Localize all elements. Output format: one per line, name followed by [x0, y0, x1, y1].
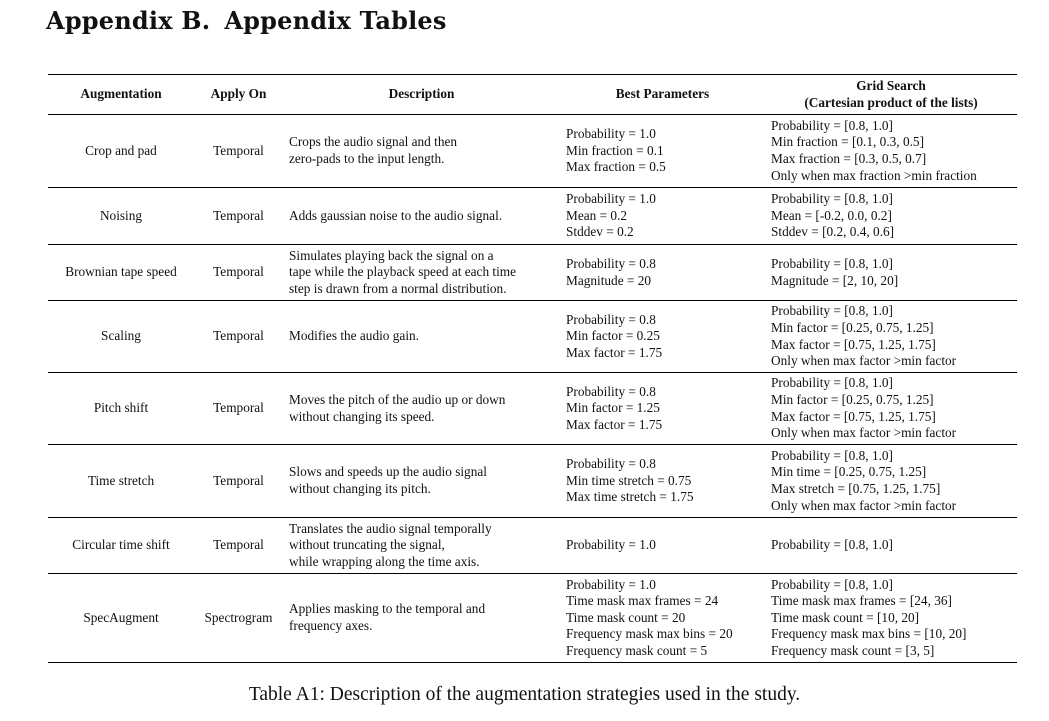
- table-caption: Table A1: Description of the augmentation strategies used in the study.: [248, 684, 801, 705]
- grid-search-line: Min factor = [0.25, 0.75, 1.25]: [771, 319, 934, 335]
- cell-grid-search: [765, 188, 1017, 245]
- grid-search-line: Max factor = [0.75, 1.25, 1.75]: [771, 408, 936, 424]
- description-line: without changing its speed.: [289, 408, 435, 424]
- best-parameter-line: Max fraction = 0.5: [566, 159, 666, 175]
- cell-augmentation: SpecAugment: [83, 609, 159, 625]
- cell-grid-search: [765, 373, 1017, 445]
- cell-best-parameters: [560, 301, 765, 373]
- grid-search-line: Max stretch = [0.75, 1.25, 1.75]: [771, 481, 941, 496]
- grid-search-line: Probability = [0.8, 1.0]: [771, 576, 893, 592]
- cell-augmentation: Pitch shift: [93, 400, 149, 416]
- description-line: Translates the audio signal temporally: [289, 520, 492, 536]
- description-line: frequency axes.: [289, 618, 373, 633]
- cell-grid-search: [765, 574, 1017, 663]
- grid-search-line: Time mask count = [10, 20]: [771, 609, 920, 625]
- cell-apply-on: Temporal: [213, 207, 264, 223]
- best-parameter-line: Time mask max frames = 24: [566, 593, 719, 609]
- cell-augmentation: Time stretch: [87, 472, 155, 488]
- best-parameter-line: Magnitude = 20: [566, 272, 652, 288]
- grid-search-line: Max fraction = [0.3, 0.5, 0.7]: [771, 151, 927, 166]
- best-parameter-line: Frequency mask max bins = 20: [566, 626, 733, 642]
- cell-description: [283, 188, 560, 245]
- grid-search-line: Only when max factor >min factor: [771, 353, 957, 369]
- table-row: [48, 574, 1017, 663]
- table-row: [48, 518, 1017, 574]
- best-parameter-line: Probability = 0.8: [566, 311, 656, 327]
- grid-search-line: Probability = [0.8, 1.0]: [771, 117, 893, 133]
- best-parameter-line: Stddev = 0.2: [566, 224, 634, 240]
- cell-apply-on: Temporal: [213, 472, 264, 488]
- description-line: step is drawn from a normal distribution.: [289, 280, 507, 296]
- header-apply-on: Apply On: [210, 86, 267, 102]
- description-line: Modifies the audio gain.: [289, 328, 419, 344]
- table-row: [48, 245, 1017, 301]
- description-line: Applies masking to the temporal and: [289, 601, 486, 617]
- description-line: Crops the audio signal and then: [289, 134, 458, 150]
- description-line: Moves the pitch of the audio up or down: [289, 391, 506, 407]
- best-parameter-line: Probability = 1.0: [566, 537, 656, 553]
- cell-description: [283, 245, 560, 301]
- grid-search-line: Probability = [0.8, 1.0]: [771, 191, 893, 207]
- cell-best-parameters: [560, 574, 765, 663]
- grid-search-line: Stddev = [0.2, 0.4, 0.6]: [771, 224, 895, 240]
- grid-search-line: Min time = [0.25, 0.75, 1.25]: [771, 464, 927, 480]
- best-parameter-line: Probability = 1.0: [566, 576, 656, 592]
- cell-augmentation: Scaling: [101, 328, 141, 344]
- grid-search-line: Only when max fraction >min fraction: [771, 167, 977, 183]
- best-parameter-line: Time mask count = 20: [566, 609, 686, 625]
- cell-augmentation: Circular time shift: [72, 537, 170, 553]
- best-parameter-line: Mean = 0.2: [566, 207, 628, 223]
- cell-apply-on: Temporal: [213, 400, 264, 416]
- table-row: [48, 115, 1017, 188]
- best-parameter-line: Max time stretch = 1.75: [566, 489, 694, 505]
- cell-best-parameters: [560, 373, 765, 445]
- table-row: [48, 445, 1017, 518]
- cell-augmentation: Noising: [99, 207, 143, 223]
- cell-best-parameters: [560, 445, 765, 518]
- table-body: [48, 115, 1017, 663]
- cell-description: [283, 301, 560, 373]
- header-description: Description: [388, 86, 455, 102]
- grid-search-line: Magnitude = [2, 10, 20]: [771, 272, 899, 288]
- description-line: without truncating the signal,: [289, 537, 445, 553]
- grid-search-line: Only when max factor >min factor: [771, 497, 957, 513]
- grid-search-line: Min factor = [0.25, 0.75, 1.25]: [771, 391, 934, 407]
- description-line: zero-pads to the input length.: [289, 151, 445, 166]
- description-line: tape while the playback speed at each time: [289, 264, 517, 280]
- cell-best-parameters: [560, 115, 765, 188]
- cell-description: [283, 373, 560, 445]
- description-line: Simulates playing back the signal on a: [289, 247, 494, 263]
- table-header-row: [48, 75, 1017, 115]
- grid-search-line: Max factor = [0.75, 1.25, 1.75]: [771, 336, 936, 352]
- description-line: Adds gaussian noise to the audio signal.: [289, 207, 503, 223]
- best-parameter-line: Probability = 0.8: [566, 255, 656, 271]
- cell-description: [283, 518, 560, 574]
- appendix-title: Appendix Tables: [224, 6, 447, 35]
- best-parameter-line: Min factor = 1.25: [566, 400, 660, 416]
- cell-description: [283, 445, 560, 518]
- cell-apply-on: Temporal: [213, 142, 264, 158]
- best-parameter-line: Min factor = 0.25: [566, 328, 660, 344]
- grid-search-line: Probability = [0.8, 1.0]: [771, 537, 893, 553]
- grid-search-line: Probability = [0.8, 1.0]: [771, 303, 893, 319]
- table-row: [48, 373, 1017, 445]
- cell-grid-search: [765, 115, 1017, 188]
- header-grid-search-subtitle: (Cartesian product of the lists): [804, 94, 978, 110]
- appendix-heading: [46, 6, 447, 35]
- description-line: while wrapping along the time axis.: [289, 553, 480, 569]
- cell-grid-search: [765, 301, 1017, 373]
- cell-augmentation: Brownian tape speed: [65, 264, 177, 280]
- best-parameter-line: Probability = 0.8: [566, 456, 656, 472]
- appendix-number: Appendix B.: [46, 6, 211, 35]
- cell-description: [283, 115, 560, 188]
- grid-search-line: Probability = [0.8, 1.0]: [771, 255, 893, 271]
- cell-apply-on: Spectrogram: [204, 609, 273, 625]
- cell-best-parameters: [560, 518, 765, 574]
- grid-search-line: Frequency mask max bins = [10, 20]: [771, 626, 967, 642]
- grid-search-line: Probability = [0.8, 1.0]: [771, 447, 893, 463]
- cell-grid-search: [765, 445, 1017, 518]
- header-grid-search: [765, 75, 1017, 115]
- table-row: [48, 188, 1017, 245]
- cell-grid-search: [765, 518, 1017, 574]
- cell-apply-on: Temporal: [213, 328, 264, 344]
- best-parameter-line: Max factor = 1.75: [566, 344, 663, 360]
- cell-apply-on: Temporal: [213, 537, 264, 553]
- best-parameter-line: Min time stretch = 0.75: [566, 472, 692, 488]
- grid-search-line: Probability = [0.8, 1.0]: [771, 375, 893, 391]
- header-augmentation: Augmentation: [80, 86, 162, 102]
- header-best-parameters: Best Parameters: [615, 86, 710, 102]
- best-parameter-line: Probability = 1.0: [566, 126, 656, 142]
- grid-search-line: Only when max factor >min factor: [771, 425, 957, 441]
- best-parameter-line: Probability = 0.8: [566, 383, 656, 399]
- table-row: [48, 301, 1017, 373]
- best-parameter-line: Min fraction = 0.1: [566, 142, 664, 158]
- best-parameter-line: Probability = 1.0: [566, 191, 656, 207]
- cell-best-parameters: [560, 245, 765, 301]
- cell-grid-search: [765, 245, 1017, 301]
- cell-description: [283, 574, 560, 663]
- best-parameter-line: Frequency mask count = 5: [566, 642, 708, 658]
- grid-search-line: Time mask max frames = [24, 36]: [771, 593, 952, 609]
- cell-best-parameters: [560, 188, 765, 245]
- cell-apply-on: Temporal: [213, 264, 264, 280]
- grid-search-line: Mean = [-0.2, 0.0, 0.2]: [771, 207, 892, 223]
- description-line: Slows and speeds up the audio signal: [289, 464, 487, 480]
- grid-search-line: Frequency mask count = [3, 5]: [771, 642, 935, 658]
- header-grid-search-title: Grid Search: [856, 77, 926, 93]
- grid-search-line: Min fraction = [0.1, 0.3, 0.5]: [771, 134, 924, 150]
- best-parameter-line: Max factor = 1.75: [566, 416, 663, 432]
- description-line: without changing its pitch.: [289, 481, 431, 496]
- cell-augmentation: Crop and pad: [85, 142, 157, 158]
- augmentation-table: [48, 74, 1017, 663]
